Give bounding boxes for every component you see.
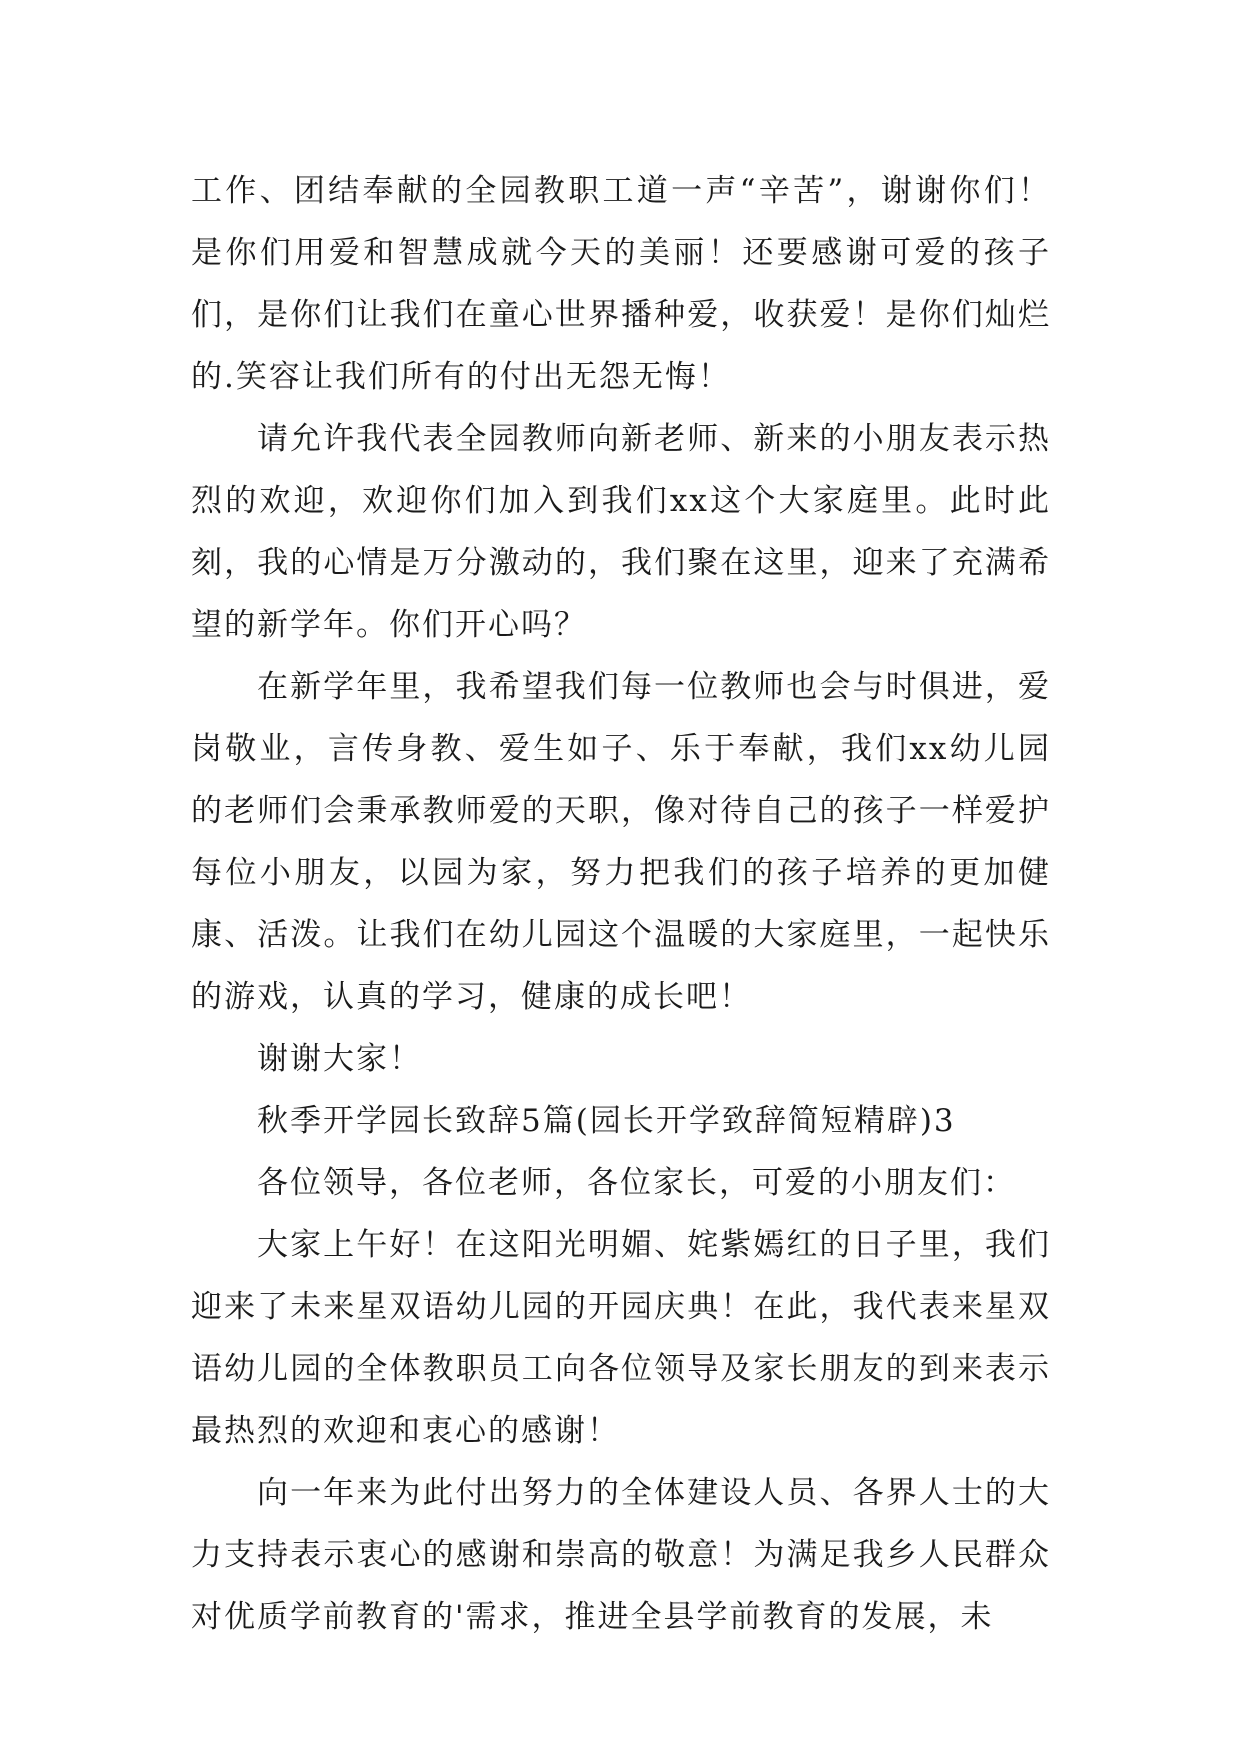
paragraph-5: 大家上午好！在这阳光明媚、姹紫嫣红的日子里，我们迎来了未来星双语幼儿园的开园庆典！在此，我代表来星双语幼儿园的全体教职员工向各位领导及家长朋友的到来表示最热烈的欢迎和衷心的感谢！	[191, 1227, 1051, 1449]
section-heading: 秋季开学园长致辞5篇(园长开学致辞简短精辟)3	[257, 1103, 956, 1139]
paragraph-1: 工作、团结奉献的全园教职工道一声“辛苦”，谢谢你们！是你们用爱和智慧成就今天的美丽！还要感谢可爱的孩子们，是你们让我们在童心世界播种爱，收获爱！是你们灿烂的.笑容让我们所有的付出无怨无悔！	[191, 173, 1051, 395]
paragraph-4: 谢谢大家！	[257, 1041, 422, 1077]
document-body	[191, 160, 1051, 1648]
salutation: 各位领导，各位老师，各位家长，可爱的小朋友们：	[257, 1165, 1016, 1201]
paragraph-2: 请允许我代表全园教师向新老师、新来的小朋友表示热烈的欢迎，欢迎你们加入到我们xx这个大家庭里。此时此刻，我的心情是万分激动的，我们聚在这里，迎来了充满希望的新学年。你们开心吗？	[191, 421, 1051, 643]
paragraph-3: 在新学年里，我希望我们每一位教师也会与时俱进，爱岗敬业，言传身教、爱生如子、乐于奉献，我们xx幼儿园的老师们会秉承教师爱的天职，像对待自己的孩子一样爱护每位小朋友，以园为家，努力把我们的孩子培养的更加健康、活泼。让我们在幼儿园这个温暖的大家庭里，一起快乐的游戏，认真的学习，健康的成长吧！	[191, 669, 1051, 1015]
paragraph-6: 向一年来为此付出努力的全体建设人员、各界人士的大力支持表示衷心的感谢和崇高的敬意！为满足我乡人民群众对优质学前教育的'需求，推进全县学前教育的发展，未	[191, 1475, 1051, 1635]
